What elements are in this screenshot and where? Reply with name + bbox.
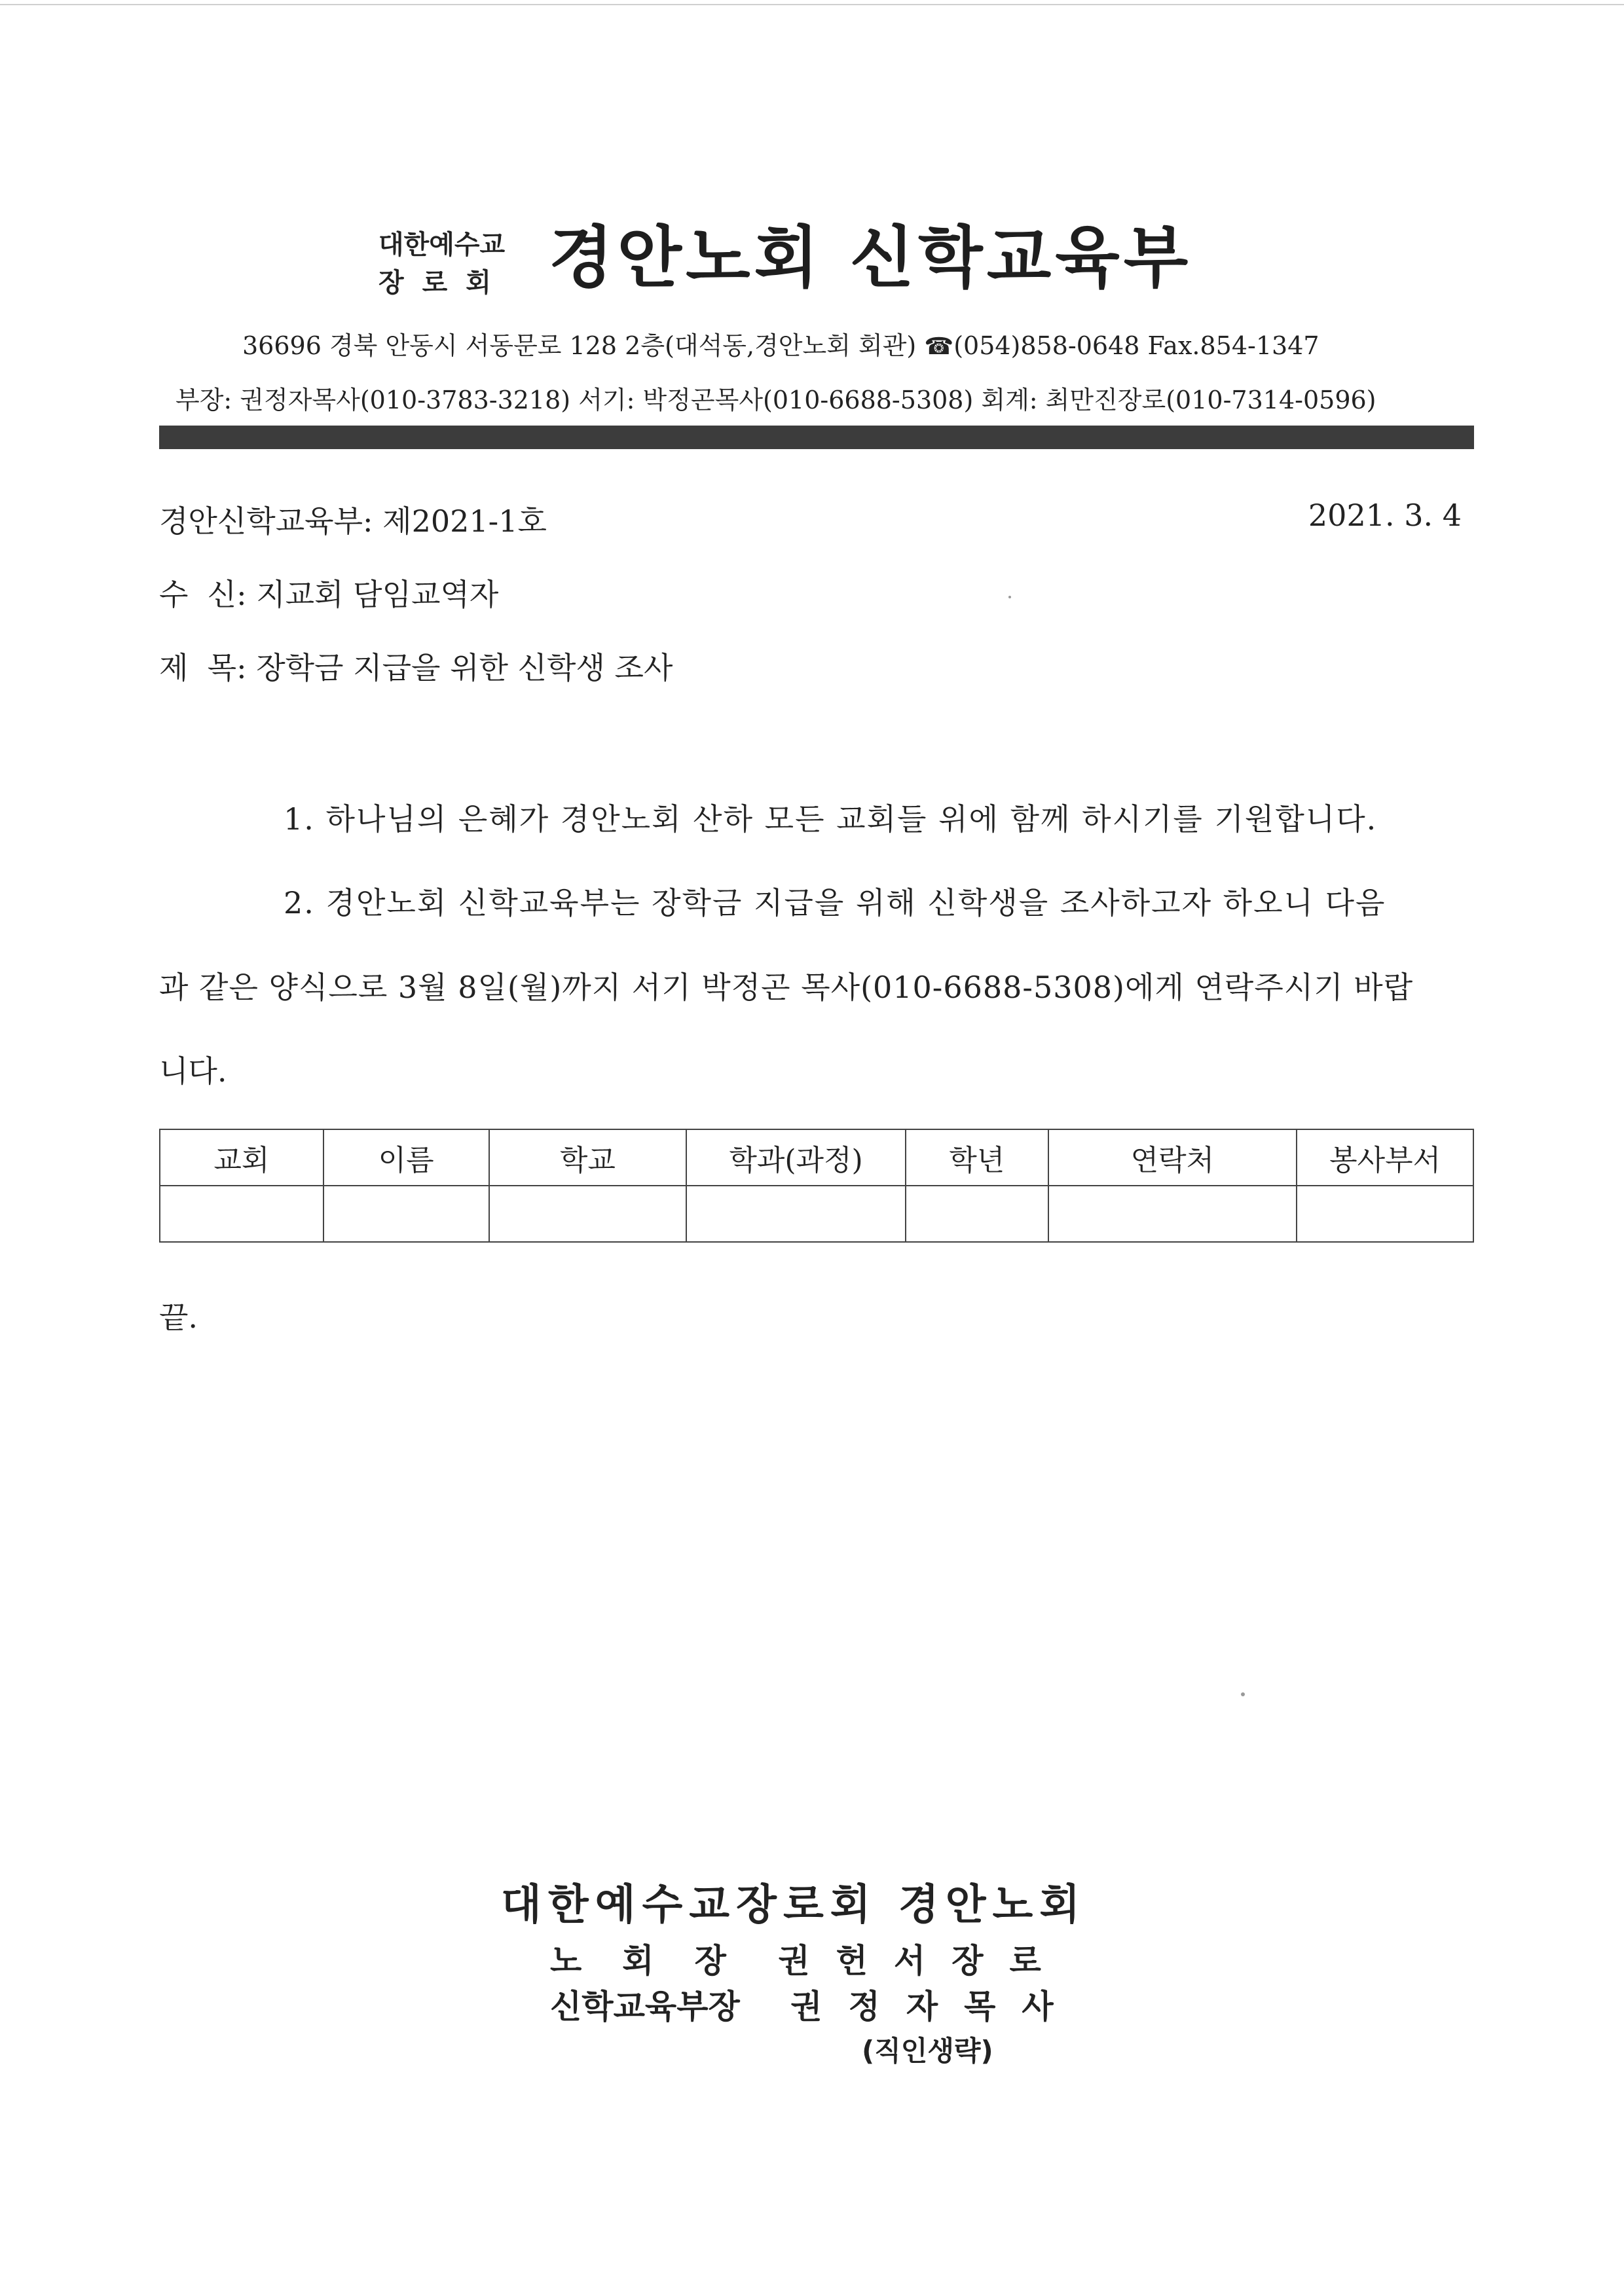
column-header-department: 학과(과정) — [686, 1129, 906, 1186]
letterhead-title: 경안노회 신학교육부 — [549, 219, 1192, 297]
contacts-line: 부장: 권정자목사(010-3783-3218) 서기: 박정곤목사(010-6688-5308) 회계: 최만진장로(010-7314-0596) — [175, 386, 1376, 414]
table-row — [160, 1186, 1473, 1242]
column-header-contact: 연락처 — [1048, 1129, 1297, 1186]
document-date: 2021. 3. 4 — [1308, 498, 1462, 533]
sig2-title: 신학교육부장 — [550, 1988, 740, 2026]
end-mark: 끝. — [159, 1300, 198, 1335]
org-denomination — [378, 226, 509, 302]
table-header-row — [160, 1129, 1473, 1186]
recipient-label: 수 신: — [159, 577, 247, 612]
phone-fax-text: (054)858-0648 Fax.854-1347 — [953, 331, 1320, 360]
table-cell-name — [323, 1186, 489, 1242]
paragraph-2-line-2: 과 같은 양식으로 3월 8일(월)까지 서기 박정곤 목사(010-6688-5308)에게 연락주시기 바랍 — [159, 970, 1414, 1005]
column-header-year: 학년 — [906, 1129, 1048, 1186]
address-line — [242, 325, 1320, 361]
survey-form-table — [159, 1129, 1474, 1243]
column-header-school: 학교 — [489, 1129, 687, 1186]
subject-label: 제 목: — [159, 650, 247, 685]
subject-value: 장학금 지급을 위한 신학생 조사 — [256, 650, 673, 685]
recipient-line — [159, 571, 498, 614]
telephone-icon: ☎ — [924, 333, 954, 360]
org-line-1: 대한예수교 — [378, 230, 506, 260]
footer-organization: 대한예수교장로회 경안노회 — [501, 1881, 1087, 1929]
page-edge-line — [0, 4, 1624, 5]
paragraph-2-line-1: 2. 경안노회 신학교육부는 장학금 지급을 위해 신학생을 조사하고자 하오니 다음 — [284, 885, 1386, 920]
column-header-church: 교회 — [160, 1129, 323, 1186]
scan-speck — [1241, 1692, 1245, 1696]
signature-line-1 — [550, 1935, 1067, 1982]
table-cell-school — [489, 1186, 687, 1242]
scan-speck — [1008, 596, 1011, 598]
org-line-2: 장로회 — [378, 268, 509, 298]
sig1-title: 노회장 — [550, 1942, 767, 1980]
column-header-service-dept: 봉사부서 — [1297, 1129, 1473, 1186]
table-cell-church — [160, 1186, 323, 1242]
seal-omitted-note: (직인생략) — [862, 2035, 993, 2067]
subject-line — [159, 644, 673, 687]
table-cell-contact — [1048, 1186, 1297, 1242]
sig1-name: 권헌서장로 — [778, 1942, 1067, 1980]
document-number: 경안신학교육부: 제2021-1호 — [159, 503, 547, 539]
recipient-value: 지교회 담임교역자 — [256, 577, 499, 612]
paragraph-1: 1. 하나님의 은혜가 경안노회 산하 모든 교회들 위에 함께 하시기를 기원합니다. — [284, 801, 1378, 837]
sig2-name: 권정자목사 — [790, 1988, 1080, 2026]
table-cell-year — [906, 1186, 1048, 1242]
table-cell-service-dept — [1297, 1186, 1473, 1242]
signature-line-2 — [550, 1980, 1080, 2028]
paragraph-2-line-3: 니다. — [159, 1053, 227, 1089]
header-divider — [159, 426, 1474, 449]
table-cell-department — [686, 1186, 906, 1242]
column-header-name: 이름 — [323, 1129, 489, 1186]
address-text: 36696 경북 안동시 서동문로 128 2층(대석동,경안노회 회관) — [242, 331, 917, 360]
